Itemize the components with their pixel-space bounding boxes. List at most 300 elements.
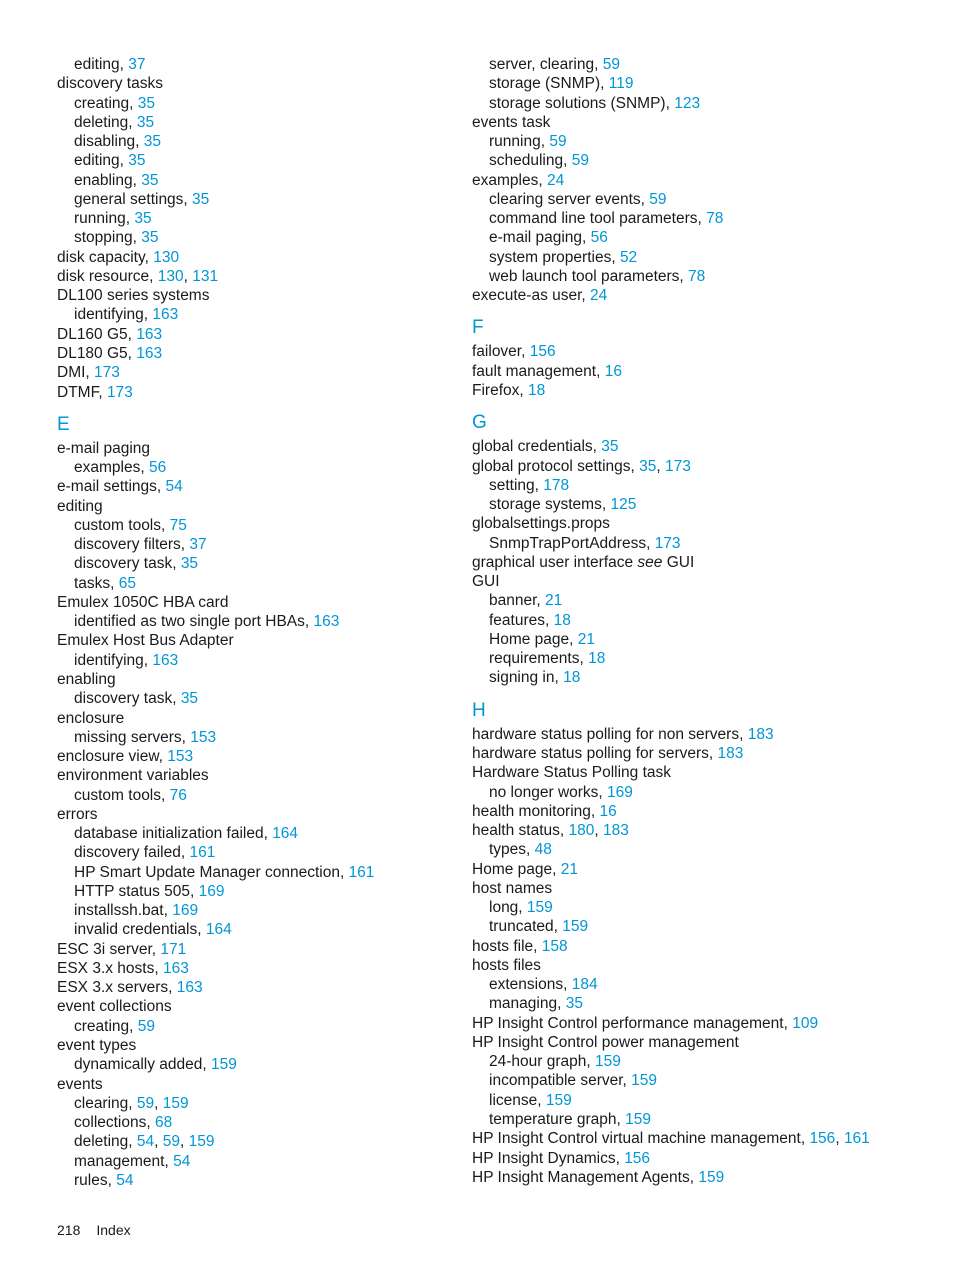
index-subentry [57,1055,457,1074]
index-term: web launch tool parameters, [489,267,689,285]
index-entry [472,572,942,591]
index-entry [472,879,942,898]
page-link[interactable]: 164 [272,825,299,843]
index-term: scheduling, [489,152,572,170]
index-subentry [472,898,942,917]
index-term: management, [74,1152,174,1170]
index-entry [472,1033,942,1052]
page-link[interactable]: 78 [706,210,724,228]
index-subentry [57,209,457,228]
page-link[interactable]: 171 [160,940,187,958]
index-term: ESX 3.x hosts, [57,959,163,977]
index-entry [472,553,942,572]
index-entry [57,1075,457,1094]
index-entry [472,514,942,533]
index-term: ESC 3i server, [57,940,161,958]
page-link[interactable]: 59 [136,1094,155,1112]
index-entry [57,439,457,458]
index-entry [57,593,457,612]
page-link[interactable]: 159 [526,899,553,917]
page-link[interactable]: 18 [588,650,606,668]
page-link[interactable]: 161 [189,844,216,862]
page-link[interactable]: 48 [534,841,552,859]
index-term: events task [472,113,551,131]
index-entry [472,171,942,190]
page-link[interactable]: 161 [348,863,375,881]
index-entry [57,959,457,978]
index-letter-heading: F [472,317,484,339]
index-subentry [472,209,942,228]
page-link[interactable]: 21 [545,592,563,610]
index-subentry [472,1071,942,1090]
index-entry [57,74,457,93]
index-subentry: deleting, 54, 59, 159 [74,1133,215,1151]
index-term: Emulex Host Bus Adapter [57,632,234,650]
index-subentry [472,611,942,630]
index-term: editing, [74,152,129,170]
page-number: 218 [57,1222,81,1238]
index-subentry [472,94,942,113]
index-term: storage systems, [489,496,611,514]
page-link[interactable]: 78 [688,267,706,285]
index-subentry [472,1052,942,1071]
page-link[interactable]: 159 [562,918,589,936]
page-link[interactable]: 125 [610,496,637,514]
page-link[interactable]: 75 [169,516,187,534]
index-entry [472,113,942,132]
index-entry [57,383,457,402]
index-subentry [57,305,457,324]
page-link[interactable]: 59 [602,56,620,73]
index-entry [57,477,457,496]
index-term: HP Insight Control power management [472,1033,739,1051]
index-term: clearing server events, [489,190,650,208]
index-subentry [57,863,457,882]
index-term: examples, [472,171,547,189]
index-term: disk resource, [57,267,158,285]
page-link[interactable]: 173 [106,383,133,401]
index-subentry [472,917,942,936]
page-link[interactable]: 35 [180,555,199,573]
index-subentry [472,476,942,495]
index-term: failover, [472,343,530,361]
index-entry: health status, 180, 183 [472,822,629,840]
index-subentry [57,689,457,708]
index-term: deleting, [74,1133,137,1151]
page-link[interactable]: 21 [577,630,595,648]
index-term: storage (SNMP), [489,75,609,93]
page-link[interactable]: 35 [143,133,162,151]
index-letter-heading: G [472,412,487,434]
index-entry: disk resource, 130, 131 [57,267,219,285]
index-term: identifying, [74,651,153,669]
index-term: discovery tasks [57,75,163,93]
index-term: e-mail paging, [489,229,591,247]
index-entry [57,1036,457,1055]
page-link[interactable]: 163 [136,325,163,343]
page-link[interactable]: 35 [565,995,583,1013]
index-entry [57,286,457,305]
index-subentry [472,1091,942,1110]
index-term: invalid credentials, [74,921,206,939]
index-term: execute-as user, [472,287,591,305]
index-subentry [57,132,457,151]
index-term: discovery task, [74,690,181,708]
page-link[interactable]: 35 [137,94,156,112]
page-link[interactable]: 163 [162,959,189,977]
index-term: collections, [74,1114,155,1132]
page-link[interactable]: 35 [141,171,159,189]
index-subentry [472,55,942,74]
index-term: DL180 G5, [57,344,137,362]
index-term: globalsettings.props [472,515,610,533]
page-link[interactable]: 161 [843,1130,870,1148]
index-entry [472,1149,942,1168]
page-link[interactable]: 24 [546,171,565,189]
index-term: disk capacity, [57,248,154,266]
index-subentry [472,591,942,610]
index-subentry [472,228,942,247]
page-link[interactable]: 130 [157,267,184,285]
index-subentry [57,1152,457,1171]
index-entry [57,997,457,1016]
index-subentry [57,574,457,593]
index-term: 24-hour graph, [489,1053,595,1071]
page-link[interactable]: 173 [654,534,681,552]
page-link[interactable]: 16 [599,802,617,820]
page-link[interactable]: 163 [152,651,179,669]
index-term: features, [489,611,554,629]
index-term: editing, [74,56,129,73]
page-link[interactable]: 158 [541,937,568,955]
index-term: command line tool parameters, [489,210,707,228]
index-term: Home page, [489,630,578,648]
page-link[interactable]: 183 [747,725,774,743]
index-entry [472,956,942,975]
index-entry [57,248,457,267]
index-subentry [57,651,457,670]
page-link[interactable]: 52 [619,248,638,266]
see-target: GUI [662,553,695,571]
index-term: truncated, [489,918,563,936]
index-entry [57,940,457,959]
page-link[interactable]: 59 [137,1017,156,1035]
page-link[interactable]: 169 [172,902,199,920]
index-term: requirements, [489,650,589,668]
index-subentry [57,516,457,535]
page-link[interactable]: 169 [198,882,225,900]
index-term: discovery failed, [74,844,190,862]
page-link[interactable]: 35 [128,152,146,170]
index-subentry [472,630,942,649]
index-subentry [57,1017,457,1036]
index-subentry [57,458,457,477]
index-term: DTMF, [57,383,107,401]
index-term: setting, [489,476,544,494]
index-term: managing, [489,995,566,1013]
index-entry [57,978,457,997]
index-subentry [57,190,457,209]
page-link[interactable]: 54 [116,1171,134,1189]
page-link[interactable]: 123 [674,94,701,112]
page-link[interactable]: 59 [571,152,589,170]
page-link[interactable]: 178 [543,476,570,494]
index-term: long, [489,899,527,917]
page-link[interactable]: 68 [154,1114,173,1132]
index-column-left [57,55,457,1190]
page-link[interactable]: 169 [607,783,633,801]
index-subentry [472,840,942,859]
page-link[interactable]: 56 [590,229,608,247]
index-term: banner, [489,592,546,610]
index-subentry [472,74,942,93]
index-term: HP Insight Control performance management, [472,1014,793,1032]
page-link[interactable]: 173 [94,364,120,382]
page-link[interactable]: 18 [553,611,571,629]
index-subentry [472,248,942,267]
index-subentry [57,1171,457,1190]
index-term: server, clearing, [489,56,603,73]
index-term: HP Insight Control virtual machine management, [472,1130,810,1148]
index-subentry [57,901,457,920]
index-subentry [472,132,942,151]
page-link[interactable]: 54 [173,1152,191,1170]
index-term: installssh.bat, [74,902,173,920]
page-link[interactable]: 35 [134,210,152,228]
index-term: hosts file, [472,937,542,955]
page-link[interactable]: 163 [313,613,340,631]
page-link[interactable]: 163 [136,344,163,362]
page-link[interactable]: 59 [549,133,567,151]
page-link[interactable]: 183 [717,744,744,762]
index-term: editing [57,497,103,515]
page-link[interactable]: 159 [162,1094,189,1112]
index-entry [57,766,457,785]
page-link[interactable]: 163 [176,979,203,997]
index-subentry [472,994,942,1013]
index-column-right [472,55,942,1187]
page-link[interactable]: 159 [625,1111,652,1129]
page-link[interactable]: 54 [165,478,183,496]
index-subentry [472,975,942,994]
index-subentry [57,55,457,74]
index-term: enabling, [74,171,142,189]
index-term: types, [489,841,535,859]
index-term: incompatible server, [489,1072,632,1090]
index-subentry [57,1113,457,1132]
index-subentry [57,94,457,113]
index-term: e-mail paging [57,439,151,457]
index-entry [472,937,942,956]
page-link[interactable]: 35 [136,113,155,131]
index-subentry [472,1110,942,1129]
index-term: discovery task, [74,555,181,573]
page-link[interactable]: 24 [590,287,608,305]
index-entry [57,325,457,344]
page-link[interactable]: 153 [167,748,194,766]
page-link[interactable]: 21 [560,860,578,878]
page-link[interactable]: 159 [698,1168,725,1186]
index-term: creating, [74,1017,138,1035]
page-link[interactable]: 131 [192,267,219,285]
page-link[interactable]: 156 [529,343,556,361]
page-link[interactable]: 35 [192,190,210,208]
see-reference: see [637,553,663,571]
index-subentry [57,612,457,631]
index-letter-heading: E [57,413,70,435]
index-term: e-mail settings, [57,478,166,496]
index-term: HTTP status 505, [74,882,199,900]
index-term: running, [489,133,550,151]
index-term: system properties, [489,248,620,266]
page-link[interactable]: 109 [792,1014,819,1032]
page-link[interactable]: 159 [595,1053,621,1071]
page-link[interactable]: 65 [118,574,137,592]
page-link[interactable]: 130 [153,248,180,266]
page-link[interactable]: 173 [665,457,691,475]
index-entry [57,631,457,650]
page-footer [57,1222,131,1238]
page-link[interactable]: 18 [527,381,546,399]
index-term: GUI [472,573,500,591]
index-term: Hardware Status Polling task [472,764,672,782]
index-subentry [57,554,457,573]
index-entry: global protocol settings, 35, 173 [472,457,691,475]
index-term: missing servers, [74,728,191,746]
index-term: hardware status polling for non servers, [472,725,748,743]
index-term: enabling [57,670,116,688]
index-term: health monitoring, [472,802,600,820]
index-term: rules, [74,1171,117,1189]
index-entry [472,342,942,361]
page-link[interactable]: 35 [141,229,159,247]
index-term: event collections [57,998,172,1016]
index-entry [57,805,457,824]
index-subentry: clearing, 59, 159 [74,1094,189,1112]
index-subentry [472,495,942,514]
index-term: HP Smart Update Manager connection, [74,863,349,881]
index-entry [472,725,942,744]
index-entry [57,747,457,766]
page-link[interactable]: 37 [128,56,146,73]
index-term: examples, [74,459,149,477]
page-link[interactable]: 164 [205,921,232,939]
index-term: hardware status polling for servers, [472,744,718,762]
index-entry [472,744,942,763]
index-entry: HP Insight Control virtual machine management, 156, 161 [472,1130,870,1148]
index-entry [472,860,942,879]
index-term: environment variables [57,767,209,785]
page-link[interactable]: 184 [571,976,598,994]
index-subentry [57,920,457,939]
index-term: HP Insight Management Agents, [472,1168,699,1186]
index-term: no longer works, [489,783,608,801]
index-term: storage solutions (SNMP), [489,94,675,112]
index-term: running, [74,210,135,228]
index-term: dynamically added, [74,1056,211,1074]
page-link[interactable]: 156 [624,1149,651,1167]
index-term: global credentials, [472,438,602,456]
index-subentry [57,882,457,901]
index-term: fault management, [472,362,605,380]
page-link[interactable]: 76 [169,786,187,804]
page-link[interactable]: 180 [568,822,595,840]
page-link[interactable]: 16 [604,362,622,380]
footer-section: Index [96,1222,131,1238]
index-subentry [57,535,457,554]
index-subentry [57,824,457,843]
index-term: enclosure view, [57,748,168,766]
index-subentry [472,190,942,209]
page-link[interactable]: 59 [649,190,667,208]
index-entry [57,497,457,516]
index-entry [57,344,457,363]
index-entry [472,437,942,456]
index-term: deleting, [74,113,137,131]
index-entry [472,763,942,782]
page-link[interactable]: 159 [188,1133,215,1151]
page-link[interactable]: 35 [180,690,199,708]
page-link[interactable]: 159 [631,1072,658,1090]
index-subentry [472,783,942,802]
page-link[interactable]: 119 [608,75,634,93]
index-subentry [57,728,457,747]
index-subentry [472,151,942,170]
page-link[interactable]: 153 [190,728,217,746]
index-term: tasks, [74,574,119,592]
index-term: extensions, [489,976,572,994]
index-term: enclosure [57,709,125,727]
index-term: SnmpTrapPortAddress, [489,534,655,552]
page-link[interactable]: 35 [639,457,657,475]
index-term: HP Insight Dynamics, [472,1149,625,1167]
index-term: custom tools, [74,786,170,804]
index-term: temperature graph, [489,1111,626,1129]
index-entry [472,286,942,305]
index-subentry [472,649,942,668]
index-term: graphical user interface [472,553,638,571]
page-link[interactable]: 56 [148,459,167,477]
index-term: DL160 G5, [57,325,137,343]
index-entry [472,1014,942,1033]
page-link[interactable]: 37 [189,536,207,554]
page-link[interactable]: 59 [162,1133,181,1151]
index-term: license, [489,1091,546,1109]
page-link[interactable]: 163 [152,306,179,324]
index-term: identified as two single port HBAs, [74,613,314,631]
index-entry [57,363,457,382]
index-term: stopping, [74,229,142,247]
index-term: ESX 3.x servers, [57,979,177,997]
page-link[interactable]: 18 [563,669,581,687]
index-term: creating, [74,94,138,112]
index-entry [472,802,942,821]
page-link[interactable]: 159 [211,1056,237,1074]
page-link[interactable]: 159 [545,1091,572,1109]
index-term: health status, [472,822,569,840]
index-term: global protocol settings, [472,457,640,475]
index-letter-heading: H [472,699,486,721]
page-link[interactable]: 156 [809,1130,836,1148]
page-link[interactable]: 54 [136,1133,155,1151]
index-term: DL100 series systems [57,287,210,305]
index-term: custom tools, [74,516,170,534]
index-entry [472,381,942,400]
index-term: identifying, [74,306,153,324]
page-link[interactable]: 35 [601,438,619,456]
page-link[interactable]: 183 [603,822,629,840]
index-term: discovery filters, [74,536,190,554]
